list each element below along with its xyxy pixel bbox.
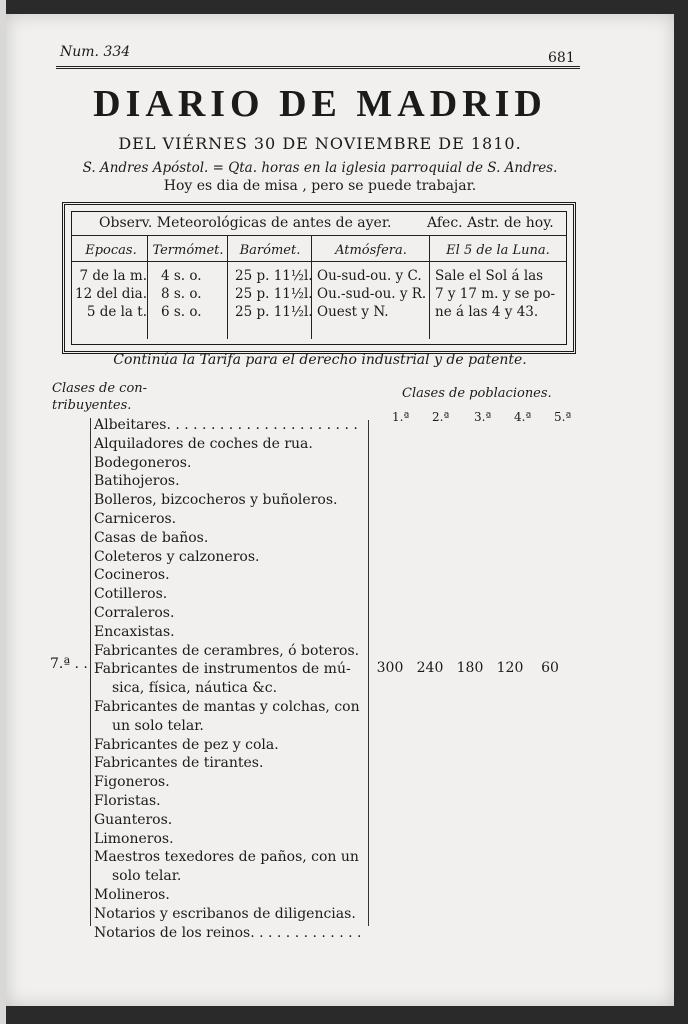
meteo-divider-top: [71, 235, 567, 236]
meteo-termometro: [161, 267, 202, 321]
list-item: Fabricantes de instrumentos de mú-: [94, 661, 351, 678]
list-item: Figoneros.: [94, 774, 170, 791]
meteo-col-sep-4: [429, 235, 430, 339]
term-row-3: 6 s. o.: [161, 304, 202, 320]
term-row-1: 4 s. o.: [161, 268, 202, 284]
list-item: Fabricantes de pez y cola.: [94, 736, 279, 753]
rates-separator: [368, 420, 369, 926]
atm-row-1: Ou-sud-ou. y C.: [317, 268, 422, 284]
ordinal-4: 4.ª: [514, 410, 532, 424]
poblaciones-label: Clases de poblaciones.: [402, 386, 552, 401]
atm-row-3: Ouest y N.: [317, 304, 389, 320]
rate-2: 240: [416, 660, 444, 676]
list-item: Molineros.: [94, 886, 170, 903]
clase-number: 7.ª . .: [50, 656, 88, 672]
list-item: Floristas.: [94, 792, 161, 809]
list-item-continued: solo telar.: [112, 868, 182, 885]
list-item-continued: sica, física, náutica &c.: [112, 680, 278, 697]
rate-5: 60: [541, 660, 559, 676]
meteo-col-sep-2: [227, 235, 228, 339]
list-item: Fabricantes de cerambres, ó boteros.: [94, 642, 360, 659]
dateline: DEL VIÉRNES 30 DE NOVIEMBRE DE 1810.: [118, 134, 522, 153]
list-item: Notarios y escribanos de diligencias.: [94, 905, 356, 922]
list-item: Corraleros.: [94, 604, 175, 621]
astro-heading: Afec. Astr. de hoy.: [427, 215, 554, 231]
list-item: Carniceros.: [94, 510, 177, 527]
list-item: Notarios de los reinos. . . . . . . . . . . . .: [94, 924, 362, 941]
list-item: Fabricantes de mantas y colchas, con: [94, 698, 360, 715]
newspaper-title: DIARIO DE MADRID: [93, 83, 547, 125]
luna-line-2: 7 y 17 m. y se po-: [435, 286, 556, 302]
atm-row-2: Ou.-sud-ou. y R.: [317, 286, 427, 302]
clases-label-line-1: Clases de con-: [52, 381, 148, 396]
list-item-continued: un solo telar.: [112, 717, 204, 734]
list-item: Encaxistas.: [94, 623, 175, 640]
list-item: Bolleros, bizcocheros y buñoleros.: [94, 492, 338, 509]
barom-row-1: 25 p. 11½l.: [235, 268, 313, 284]
meteo-heading: Observ. Meteorológicas de antes de ayer.: [99, 215, 392, 231]
meteo-barometro: [235, 267, 313, 321]
meteo-luna: [435, 267, 567, 321]
ordinal-5: 5.ª: [554, 410, 572, 424]
list-item: Bodegoneros.: [94, 454, 192, 471]
list-item: Cotilleros.: [94, 586, 168, 603]
luna-line-1: Sale el Sol á las: [435, 268, 544, 284]
col-luna: El 5 de la Luna.: [446, 243, 550, 258]
contribuyentes-list: [94, 416, 366, 942]
epoca-row-3: 5 de la t.: [86, 304, 147, 320]
saint-of-day: S. Andres Apóstol. = Qta. horas en la iglesia parroquial de S. Andres.: [82, 160, 558, 176]
meteo-divider-header: [71, 261, 567, 262]
meteo-epocas: [75, 267, 147, 321]
list-item: Maestros texedores de paños, con un: [94, 849, 359, 866]
ordinal-2: 2.ª: [432, 410, 450, 424]
epoca-row-2: 12 del dia.: [75, 286, 148, 302]
list-bracket: [90, 418, 91, 926]
term-row-2: 8 s. o.: [161, 286, 202, 302]
meteo-col-sep-1: [147, 235, 148, 339]
barom-row-2: 25 p. 11½l.: [235, 286, 313, 302]
barom-row-3: 25 p. 11½l.: [235, 304, 313, 320]
meteo-table: [62, 202, 576, 354]
list-item: Coleteros y calzoneros.: [94, 548, 260, 565]
list-item: Fabricantes de tirantes.: [94, 755, 264, 772]
list-item: Limoneros.: [94, 830, 174, 847]
luna-line-3: ne á las 4 y 43.: [435, 304, 539, 320]
clases-label-line-2: tribuyentes.: [52, 398, 132, 413]
list-item: Cocineros.: [94, 567, 170, 584]
list-item: Alquiladores de coches de rua.: [94, 435, 313, 452]
header-rule: [56, 66, 580, 69]
rates-row: [370, 660, 576, 676]
mass-note: Hoy es dia de misa , pero se puede trabajar.: [163, 178, 477, 194]
list-item: Albeitares. . . . . . . . . . . . . . . . . . . . . .: [94, 417, 358, 433]
col-epocas: Epocas.: [85, 243, 137, 258]
ordinal-3: 3.ª: [474, 410, 492, 424]
tarifa-heading: Continúa la Tarifa para el derecho industrial y de patente.: [113, 352, 527, 368]
rate-3: 180: [456, 660, 484, 676]
page-number: 681: [548, 50, 575, 66]
rate-4: 120: [496, 660, 524, 676]
rate-1: 300: [376, 660, 404, 676]
list-item: Guanteros.: [94, 811, 173, 828]
clases-label: [52, 380, 147, 414]
ordinal-1: 1.ª: [392, 410, 410, 424]
list-item: Batihojeros.: [94, 473, 180, 490]
epoca-row-1: 7 de la m.: [79, 268, 147, 284]
col-barometro: Barómet.: [239, 243, 301, 258]
col-atmosfera: Atmósfera.: [335, 243, 407, 258]
issue-number: Num. 334: [60, 44, 131, 60]
meteo-atmosfera: [317, 267, 426, 321]
col-termometro: Termómet.: [152, 243, 224, 258]
list-item: Casas de baños.: [94, 529, 209, 546]
